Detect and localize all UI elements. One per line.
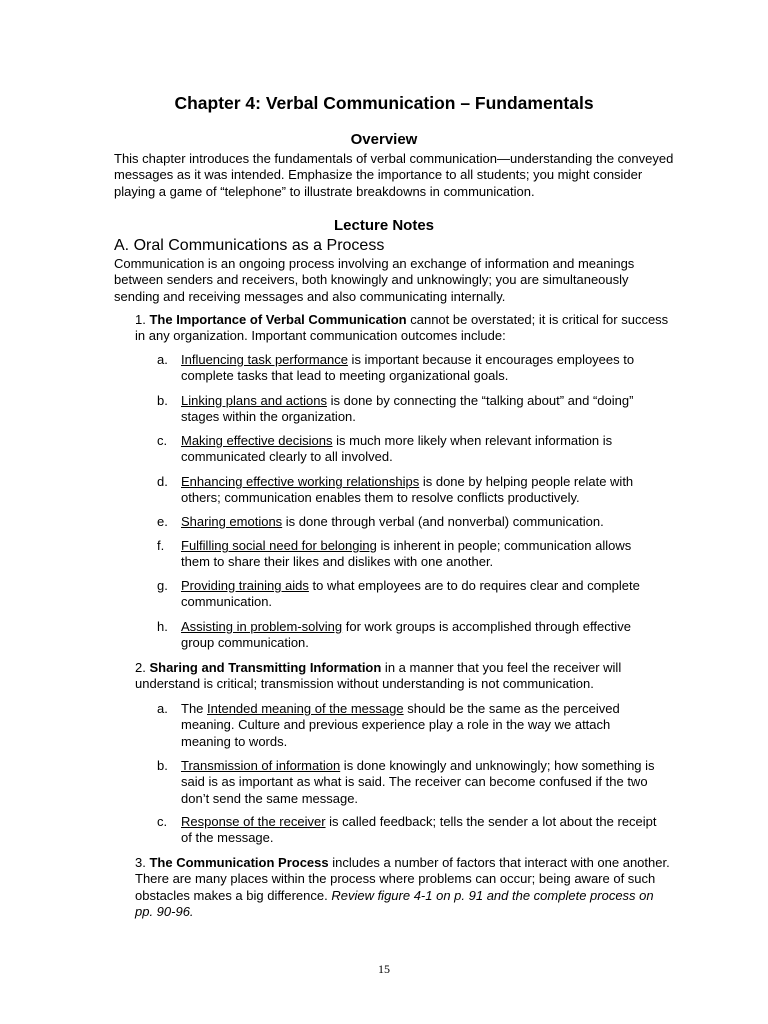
subitem-term: Response of the receiver (181, 814, 326, 829)
subitem-term: Linking plans and actions (181, 393, 327, 408)
subitem-term: Intended meaning of the message (207, 701, 404, 716)
subitem-letter: b. (157, 758, 168, 773)
subitem-text: is done by connecting the “talking about” and “doing” stages within the organization. (181, 393, 634, 425)
item-2-bold: Sharing and Transmitting Information (149, 660, 382, 675)
subitem-letter: b. (157, 393, 168, 408)
subitem-letter: g. (157, 578, 168, 593)
item-2-number: 2. (135, 660, 146, 675)
subitem-body (181, 474, 657, 507)
subitem-letter: f. (157, 538, 165, 553)
subitem-text: for work groups is accomplished through effective group communication. (181, 619, 631, 651)
item-3-number: 3. (135, 855, 146, 870)
overview-heading: Overview (350, 131, 418, 148)
subitem-text: should be the same as the perceived meaning. Culture and previous experience play a role in the way we attach meaning to words. (181, 701, 620, 749)
chapter-title: Chapter 4: Verbal Communication – Fundamentals (174, 93, 594, 113)
subitem-term: Enhancing effective working relationships (181, 474, 420, 489)
subitem-letter: a. (157, 701, 168, 716)
subitem-letter: c. (157, 814, 168, 829)
subitem-body (181, 814, 657, 847)
subitem-body (181, 538, 657, 571)
page-number: 15 (378, 962, 390, 976)
subitem-body (181, 393, 657, 426)
subitem-letter: c. (157, 433, 168, 448)
item-3-bold: The Communication Process (149, 855, 329, 870)
item-2-text: in a manner that you feel the receiver will understand is critical; transmission without understanding is not communication. (135, 660, 622, 692)
subitem-letter: a. (157, 352, 168, 367)
subitem-body (181, 619, 657, 652)
item-1-text: cannot be overstated; it is critical for success in any organization. Important communication outcomes include: (135, 312, 669, 344)
subitem-text: is done by helping people relate with others; communication enables them to resolve conflicts productively. (181, 474, 634, 506)
item-2 (135, 660, 670, 693)
item-1-number: 1. (135, 312, 146, 327)
subitem-body (181, 758, 657, 807)
subitem-letter: d. (157, 474, 168, 489)
item-1-bold: The Importance of Verbal Communication (149, 312, 407, 327)
subitem-body (181, 433, 657, 466)
subitem-letter: h. (157, 619, 168, 634)
subitem-term: Providing training aids (181, 578, 309, 593)
section-a-intro: Communication is an ongoing process involving an exchange of information and meanings between senders and receivers, both knowingly and unknowingly; you are simultaneously sending and receiving messages and also communicating internally. (114, 256, 635, 304)
item-3-text: includes a number of factors that interact with one another. There are many places within the process where problems can occur; being aware of such obstacles makes a big difference. (135, 855, 670, 903)
subitem-text: is done knowingly and unknowingly; how something is said is as important as what is said. The receiver can become confused if the two don’t send the same message. (181, 758, 655, 806)
lecture-notes-heading: Lecture Notes (333, 217, 435, 234)
subitem-text: to what employees are to do requires clear and complete communication. (181, 578, 640, 610)
item-3 (135, 855, 670, 920)
subitem-letter: e. (157, 514, 168, 529)
subitem-term: Fulfilling social need for belonging (181, 538, 377, 553)
subitem-term: Transmission of information (181, 758, 341, 773)
subitem-body (181, 701, 657, 750)
subitem-text: is inherent in people; communication allows them to share their likes and dislikes with one another. (181, 538, 632, 570)
subitem-term: Influencing task performance (181, 352, 348, 367)
subitem-text: is important because it encourages employees to complete tasks that lead to meeting organizational goals. (181, 352, 635, 384)
subitem-term: Making effective decisions (181, 433, 333, 448)
subitem-pre: The (181, 701, 208, 716)
item-1 (135, 312, 670, 345)
subitem-text: is done through verbal (and nonverbal) communication. (282, 514, 604, 529)
subitem-body (181, 352, 657, 385)
subitem-text: is called feedback; tells the sender a lot about the receipt of the message. (181, 814, 657, 846)
subitem-text: is much more likely when relevant information is communicated clearly to all involved. (181, 433, 613, 465)
overview-text: This chapter introduces the fundamentals of verbal communication—understanding the conveyed messages as it was intended. Emphasize the importance to all students; you might consider playing a game of “telephone” to illustrate breakdowns in communication. (114, 151, 674, 199)
subitem-body (181, 514, 657, 530)
subitem-term: Assisting in problem-solving (181, 619, 343, 634)
subitem-term: Sharing emotions (181, 514, 283, 529)
section-a-heading: A. Oral Communications as a Process (114, 237, 385, 254)
item-3-italic: Review figure 4-1 on p. 91 and the complete process on pp. 90-96. (135, 887, 654, 919)
subitem-body (181, 578, 657, 611)
